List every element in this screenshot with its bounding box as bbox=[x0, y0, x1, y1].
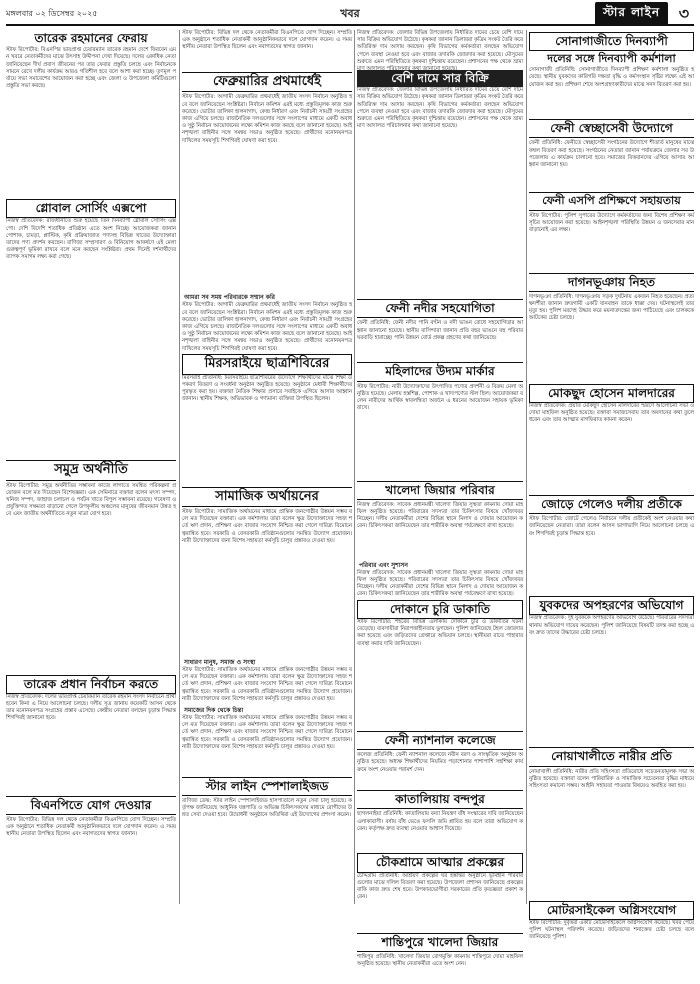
article-body: ফেনী প্রতিনিধি: ফেনীতে স্বেচ্ছাসেবী সংগঠনের উদ্যোগে শীতার্ত মানুষের মাঝে কম্বল বিতরণ করা হয়েছে। সংগঠনের নেতারা জানান পর্যায়ক্রমে জেলার সব উপজেলায় এ কার্যক্রম চালানো হবে। সমাজের বিত্তবানদের এগিয়ে আসার আহ্বান জানানো হয়। bbox=[529, 140, 694, 169]
article-body: নিজস্ব প্রতিবেদক: জেলার বিভিন্ন উপজেলায় নির্ধারিত দামের চেয়ে বেশি দামে সার বিক্রির অভিযোগ উঠেছে। কৃষকরা জানান ডিলাররা কৃত্রিম সংকট তৈরি করে অতিরিক্ত দাম আদায় করছেন। কৃষি বিভাগের কর্মকর্তারা বলছেন অভিযোগ পেলে ব্যবস্থা নেওয়া হবে এবং বাজার তদারকি জোরদার করা হয়েছে। মৌসুমের শুরুতে এমন পরিস্থিতিতে কৃষকরা দুশ্চিন্তায় রয়েছেন। প্রশাসনের পক্ষ থেকে ভ্রাম্যমাণ আদালত পরিচালনার কথা জানানো হয়েছে। bbox=[357, 87, 523, 130]
article-headline: ফেনী স্বেচ্ছাসেবী উদ্যোগে bbox=[529, 119, 694, 138]
article-body: ছাগলনাইয়া প্রতিনিধি: কাতালিয়ায় বন্যা নিয়ন্ত্রণ বাঁধ সংস্কারের দাবি জানিয়েছেন এলাকাবাসী। বর্ষায় বাঁধ ভেঙে ফসলি জমি প্লাবিত হয় বলে তারা অভিযোগ করেন। কর্তৃপক্ষ দ্রুত ব্যবস্থা নেওয়ার আশ্বাস দিয়েছে। bbox=[357, 811, 524, 832]
article bbox=[357, 362, 523, 478]
article-headline: খালেদা জিয়ার পরিবার bbox=[357, 481, 523, 500]
article bbox=[529, 901, 694, 976]
article-body: স্টাফ রিপোর্টার: সামাজিক অর্থায়নের মাধ্যমে প্রান্তিক জনগোষ্ঠীর উন্নয়ন সম্ভব বলে মত দিয়েছেন বক্তারা। এক কর্মশালায় তারা বলেন ক্ষুদ্র উদ্যোক্তাদের সহজ শর্তে ঋণ প্রদান, প্রশিক্ষণ এবং বাজার সংযোগ নিশ্চিত করা গেলে দারিদ্র্য বিমোচন ত্বরান্বিত হবে। সরকারি ও বেসরকারি প্রতিষ্ঠানগুলোর সমন্বিত উদ্যোগ প্রয়োজন। নারী উদ্যোক্তাদের জন্য বিশেষ সহায়তা কর্মসূচি চালুর প্রস্তাবও দেওয়া হয়। bbox=[182, 666, 352, 702]
article-body: স্টাফ রিপোর্টার: নারী উদ্যোক্তাদের উৎপাদিত পণ্যের প্রদর্শনী ও বিক্রয় মেলা অনুষ্ঠিত হয়েছে। মেলায় হস্তশিল্প, পোশাক ও খাদ্যপণ্যের স্টল ছিল। আয়োজকরা বলেন নারীদের আর্থিক স্বাবলম্বিতা অর্জনে এ ধরনের আয়োজন সহায়ক ভূমিকা রাখে। bbox=[357, 383, 523, 412]
article bbox=[357, 30, 523, 73]
article-headline: দোকানে চুরি ডাকাতি bbox=[357, 600, 523, 619]
article bbox=[357, 790, 523, 851]
column-3 bbox=[357, 30, 524, 967]
article-body: নিজস্ব প্রতিবেদক: রাজধানীতে শুরু হয়েছে তিন দিনব্যাপী গ্লোবাল সোর্সিং এক্সপো। দেশি বিদেশি শতাধিক প্রতিষ্ঠান এতে অংশ নিচ্ছে। আয়োজকরা জানান পোশাক, চামড়া, প্লাস্টিক, কৃষি প্রক্রিয়াজাত পণ্যসহ বিভিন্ন খাতের উদ্যোক্তারা তাদের পণ্য প্রদর্শন করছেন। বাণিজ্য সম্প্রসারণ ও বিনিয়োগ আকর্ষণে এই মেলা গুরুত্বপূর্ণ ভূমিকা রাখবে বলে মনে করছেন সংশ্লিষ্টরা। প্রথম দিনেই দর্শনার্থীদের ব্যাপক সমাগম লক্ষ্য করা গেছে। bbox=[6, 218, 176, 261]
article-subhead: আমরা সব সময় পরিবারকে সম্মান করি bbox=[184, 294, 275, 302]
article-body: স্টাফ রিপোর্টার: আগামী ফেব্রুয়ারির প্রথমার্ধেই জাতীয় সংসদ নির্বাচন অনুষ্ঠিত হবে বলে জানিয়েছেন সংশ্লিষ্টরা। নির্বাচন কমিশন এরই মধ্যে প্রস্তুতিমূলক কাজ শুরু করেছে। ভোটার তালিকা হালনাগাদ, কেন্দ্র নির্ধারণ এবং নির্বাচনী সামগ্রী সংগ্রহের কাজ এগিয়ে চলছে। রাজনৈতিক দলগুলোর সঙ্গে সংলাপের মাধ্যমে একটি অবাধ ও সুষ্ঠু নির্বাচন আয়োজনের লক্ষ্যে কমিশন কাজ করছে বলে জানানো হয়েছে। আইনশৃঙ্খলা বাহিনীর সঙ্গে সমন্বয় সভাও অনুষ্ঠিত হয়েছে। প্রার্থীদের মনোনয়নপত্র দাখিলের সময়সূচি শিগগিরই ঘোষণা করা হবে। bbox=[182, 94, 352, 144]
article bbox=[529, 273, 694, 382]
article bbox=[6, 199, 176, 458]
article-headline: সমুদ্র অর্থনীতি bbox=[6, 460, 176, 480]
article-headline: সামাজিক অর্থায়নের bbox=[182, 487, 352, 507]
article-body: সোনাগাজী প্রতিনিধি: সোনাগাজীতে দিনব্যাপী প্রশিক্ষণ কর্মশালা অনুষ্ঠিত হয়েছে। স্থানীয় যুবকদের কারিগরি দক্ষতা বৃদ্ধি ও কর্মসংস্থান সৃষ্টির লক্ষ্যে এই আয়োজন করা হয়। প্রশিক্ষণ শেষে অংশগ্রহণকারীদের মাঝে সনদ বিতরণ করা হয়। bbox=[529, 67, 694, 88]
article bbox=[529, 747, 694, 898]
article-body: স্টাফ রিপোর্টার: শহরের বিভিন্ন এলাকায় দোকানে চুরি ও ডাকাতির ঘটনা বেড়েছে। ব্যবসায়ীরা নিরাপত্তাহীনতায় ভুগছেন। পুলিশ জানিয়েছে টহল জোরদার করা হয়েছে এবং জড়িতদের গ্রেপ্তারে অভিযান চলছে। স্থানীয়রা রাতে পাহারার ব্যবস্থা করার দাবি জানিয়েছেন। bbox=[357, 618, 523, 647]
article bbox=[6, 675, 176, 794]
article-headline: ফেব্রুয়ারির প্রথমার্ধেই bbox=[182, 72, 352, 92]
article bbox=[357, 299, 523, 360]
article-body: নিজস্ব প্রতিবেদক: দুই যুবককে অপহরণের অভিযোগ উঠেছে। পরিবারের সদস্যরা থানায় অভিযোগ দায়ের করেছেন। পুলিশ জানিয়েছে বিষয়টি তদন্ত করা হচ্ছে এবং দ্রুত তাদের উদ্ধারের চেষ্টা চলছে। bbox=[529, 615, 694, 636]
article-body: নিজস্ব প্রতিবেদক: প্রয়াত মোকছুদ হোসেন মালদারের স্মরণে আলোচনা সভা ও দোয়া মাহফিল অনুষ্ঠিত হয়েছে। বক্তারা সমাজসেবায় তার অবদানের কথা তুলে ধরেন এবং তার আত্মার মাগফিরাত কামনা করেন। bbox=[529, 402, 694, 424]
article-headline: নোয়াখালীতে নারীর প্রতি bbox=[529, 747, 694, 766]
article bbox=[6, 30, 176, 197]
article-body: স্টাফ রিপোর্টার: আগামী ফেব্রুয়ারির প্রথমার্ধেই জাতীয় সংসদ নির্বাচন অনুষ্ঠিত হবে বলে জানিয়েছেন সংশ্লিষ্টরা। নির্বাচন কমিশন এরই মধ্যে প্রস্তুতিমূলক কাজ শুরু করেছে। ভোটার তালিকা হালনাগাদ, কেন্দ্র নির্ধারণ এবং নির্বাচনী সামগ্রী সংগ্রহের কাজ এগিয়ে চলছে। রাজনৈতিক দলগুলোর সঙ্গে সংলাপের মাধ্যমে একটি অবাধ ও সুষ্ঠু নির্বাচন আয়োজনের লক্ষ্যে কমিশন কাজ করছে বলে জানানো হয়েছে। আইনশৃঙ্খলা বাহিনীর সঙ্গে সমন্বয় সভাও অনুষ্ঠিত হয়েছে। প্রার্থীদের মনোনয়নপত্র দাখিলের সময়সূচি শিগগিরই ঘোষণা করা হবে। bbox=[182, 302, 352, 352]
article bbox=[529, 384, 694, 493]
article bbox=[6, 796, 176, 937]
article bbox=[182, 30, 352, 70]
article-headline: তারেক রহমানের ফেরায় bbox=[34, 31, 148, 45]
article bbox=[182, 354, 352, 484]
article-body: নিজস্ব প্রতিবেদক: দলের ভারপ্রাপ্ত চেয়ারম্যান তারেক রহমান সংসদ নির্বাচনে প্রার্থী হবেন কিনা এ নিয়ে আলোচনা চলছে। দলীয় সূত্র জানায় কয়েকটি আসন থেকে তার মনোনয়নপত্র সংগ্রহের প্রস্তাব এসেছে। কেন্দ্রীয় নেতারা বলছেন চূড়ান্ত সিদ্ধান্ত শিগগিরই জানানো হবে। bbox=[6, 693, 176, 722]
article-headline: ফেনী নদীর সহযোগিতা bbox=[357, 299, 523, 318]
newspaper-logo: স্টার লাইন bbox=[595, 2, 668, 26]
article bbox=[529, 495, 694, 594]
article bbox=[182, 777, 352, 858]
article bbox=[529, 119, 694, 190]
article-subhead: সাধারণ মানুষ, সমাজ ও সংস্থা bbox=[184, 658, 256, 666]
article-headline: ফেনী এসপি প্রশিক্ষণে সহায়তায় bbox=[529, 192, 694, 210]
article-headline: গ্লোবাল সোর্সিং এক্সপো bbox=[6, 199, 176, 218]
article-headline: কাতালিয়ায় বন্দপুর bbox=[357, 790, 523, 809]
article bbox=[529, 192, 694, 270]
issue-date: মঙ্গলবার ০২ ডিসেম্বর ২০২৫ bbox=[6, 8, 98, 18]
article-headline: যুবকদের অপহরণের অভিযোগ bbox=[529, 596, 694, 615]
column-divider bbox=[526, 30, 527, 904]
article-body: স্টাফ রিপোর্টার: পুলিশ সুপারের উদ্যোগে কর্মকর্তাদের জন্য বিশেষ প্রশিক্ষণ কর্মসূচির আয়োজন করা হয়েছে। আইনশৃঙ্খলা পরিস্থিতি উন্নয়ন ও জনসেবার মান বাড়ানোই এর লক্ষ্য। bbox=[529, 212, 694, 233]
article bbox=[357, 70, 523, 297]
article-subhead: সমাজের দিক থেকে চিন্তা bbox=[184, 706, 244, 714]
article-headline: বিএনপিতে যোগ দেওয়ার bbox=[6, 796, 176, 815]
article-subhead: পরিবার এবং সুশাসন bbox=[359, 561, 408, 569]
article-headline: মহিলাদের উদ্যম মার্কার bbox=[357, 362, 523, 381]
article-headline: মোকছুদ হোসেন মালদারের bbox=[529, 384, 694, 403]
section-name: খবর bbox=[340, 6, 360, 20]
article-headline: দলের সঙ্গে দিনব্যাপী কর্মশালা bbox=[547, 52, 676, 66]
article bbox=[529, 596, 694, 745]
article bbox=[357, 600, 523, 729]
article-headline: জোড়ে গেলেও দলীয় প্রতীকে bbox=[529, 495, 694, 514]
article-body: স্টাফ রিপোর্টার: বিভিন্ন দল থেকে নেতাকর্মীরা বিএনপিতে যোগ দিচ্ছেন। সম্প্রতি এক অনুষ্ঠানে শতাধিক নেতাকর্মী আনুষ্ঠানিকভাবে দলে যোগদান করেন। এ সময় স্থানীয় নেতারা উপস্থিত ছিলেন এবং নবাগতদের স্বাগত জানান। bbox=[182, 30, 352, 51]
column-1 bbox=[6, 30, 176, 906]
article-headline: দাগনভূঞায় নিহত bbox=[529, 273, 694, 292]
article-body: মিরসরাই প্রতিনিধি: মিরসরাইয়ে ছাত্রশিবিরের উদ্যোগে শিক্ষার্থীদের মাঝে শিক্ষা উপকরণ বিতরণ ও সংবর্ধনা অনুষ্ঠান অনুষ্ঠিত হয়েছে। অনুষ্ঠানে মেধাবী শিক্ষার্থীদের পুরস্কৃত করা হয়। বক্তারা নৈতিক শিক্ষার প্রসারে সবাইকে এগিয়ে আসার আহ্বান জানান। স্থানীয় শিক্ষক, অভিভাবক ও গণ্যমান্য ব্যক্তিরা উপস্থিত ছিলেন। bbox=[182, 374, 352, 403]
article-body: স্টাফ রিপোর্টার: বিভিন্ন দল থেকে নেতাকর্মীরা বিএনপিতে যোগ দিচ্ছেন। সম্প্রতি এক অনুষ্ঠানে শতাধিক নেতাকর্মী আনুষ্ঠানিকভাবে দলে যোগদান করেন। এ সময় স্থানীয় নেতারা উপস্থিত ছিলেন এবং নবাগতদের স্বাগত জানান। bbox=[6, 817, 176, 838]
article-body: নিজস্ব প্রতিবেদক: সাবেক প্রধানমন্ত্রী খালেদা জিয়ার সুস্থতা কামনায় দোয়া মাহফিল অনুষ্ঠিত হয়েছে। পরিবারের সদস্যরা তার চিকিৎসার বিষয়ে খোঁজখবর নিচ্ছেন। দলীয় নেতাকর্মীরা দেশের বিভিন্ন স্থানে মিলাদ ও দোয়ার আয়োজন করেন। চিকিৎসকরা জানিয়েছেন তার শারীরিক অবস্থা পর্যবেক্ষণে রাখা হয়েছে। bbox=[357, 569, 523, 598]
article-headline: তারেক প্রধান নির্বাচন করতে bbox=[6, 675, 176, 694]
article bbox=[6, 460, 176, 672]
article-body: দাগনভূঞা প্রতিনিধি: দাগনভূঞায় সড়ক দুর্ঘটনায় একজন নিহত হয়েছেন। প্রত্যক্ষদর্শীরা জানান দ্রুতগামী একটি যানবাহন তাকে ধাক্কা দেয়। ঘটনাস্থলেই তার মৃত্যু হয়। পুলিশ মরদেহ উদ্ধার করে ময়নাতদন্তের জন্য পাঠিয়েছে এবং চালককে আটকের চেষ্টা চলছে। bbox=[529, 293, 694, 322]
masthead bbox=[6, 4, 694, 26]
article-body: শান্তিপুর প্রতিনিধি: খালেদা জিয়ার রোগমুক্তি কামনায় শান্তিপুরে দোয়া মাহফিল অনুষ্ঠিত হয়েছে। স্থানীয় নেতাকর্মীরা এতে অংশ নেন। bbox=[357, 953, 523, 967]
article-headline: বেশি দামে সার বিক্রি bbox=[357, 70, 523, 87]
article bbox=[357, 481, 523, 598]
article-headline: শান্তিপুরে খালেদা জিয়ার bbox=[357, 933, 523, 952]
article-headline: স্টার লাইন স্পেশালাইজড bbox=[182, 777, 352, 796]
article bbox=[357, 731, 523, 788]
article-headline: চৌকশ্রামে আত্মার প্রকল্পের bbox=[357, 853, 523, 872]
article-body: নিজস্ব প্রতিবেদক: সাবেক প্রধানমন্ত্রী খালেদা জিয়ার সুস্থতা কামনায় দোয়া মাহফিল অনুষ্ঠিত হয়েছে। পরিবারের সদস্যরা তার চিকিৎসার বিষয়ে খোঁজখবর নিচ্ছেন। দলীয় নেতাকর্মীরা দেশের বিভিন্ন স্থানে মিলাদ ও দোয়ার আয়োজন করেন। চিকিৎসকরা জানিয়েছেন তার শারীরিক অবস্থা পর্যবেক্ষণে রাখা হয়েছে। bbox=[357, 501, 523, 530]
article-headline: সোনাগাজীতে দিনব্যাপী bbox=[529, 32, 694, 51]
article-body: বাণিজ্য ডেস্ক: স্টার লাইন স্পেশালাইজড হাসপাতালে নতুন সেবা চালু হয়েছে। কর্তৃপক্ষ জানিয়েছে আধুনিক যন্ত্রপাতি ও অভিজ্ঞ চিকিৎসকদের মাধ্যমে রোগীদের উন্নত সেবা দেওয়া হবে। উদ্বোধনী অনুষ্ঠানে অতিথিরা এই উদ্যোগের প্রশংসা করেন। bbox=[182, 798, 352, 819]
article bbox=[357, 933, 523, 984]
article-headline: ফেনী ন্যাশনাল কলেজে bbox=[357, 731, 523, 750]
article-body: স্টাফ রিপোর্টার: সামাজিক অর্থায়নের মাধ্যমে প্রান্তিক জনগোষ্ঠীর উন্নয়ন সম্ভব বলে মত দিয়েছেন বক্তারা। এক কর্মশালায় তারা বলেন ক্ষুদ্র উদ্যোক্তাদের সহজ শর্তে ঋণ প্রদান, প্রশিক্ষণ এবং বাজার সংযোগ নিশ্চিত করা গেলে দারিদ্র্য বিমোচন ত্বরান্বিত হবে। সরকারি ও বেসরকারি প্রতিষ্ঠানগুলোর সমন্বিত উদ্যোগ প্রয়োজন। নারী উদ্যোক্তাদের জন্য বিশেষ সহায়তা কর্মসূচি চালুর প্রস্তাবও দেওয়া হয়। bbox=[182, 714, 352, 750]
article bbox=[357, 853, 523, 930]
article-headline: মিরসরাইয়ে ছাত্রশিবিরের bbox=[182, 354, 352, 374]
article bbox=[182, 72, 352, 352]
article-body: ফেনী প্রতিনিধি: ফেনী নদীর পানি বণ্টন ও নদী ভাঙন রোধে সহযোগিতার আহ্বান জানানো হয়েছে। স্থানীয় বাসিন্দারা জানান প্রতি বছর ভাঙনে বহু পরিবার ঘরবাড়ি হারাচ্ছে। পানি উন্নয়ন বোর্ড প্রকল্প গ্রহণের কথা জানিয়েছে। bbox=[357, 320, 523, 341]
article-body: স্টাফ রিপোর্টার: সামাজিক অর্থায়নের মাধ্যমে প্রান্তিক জনগোষ্ঠীর উন্নয়ন সম্ভব বলে মত দিয়েছেন বক্তারা। এক কর্মশালায় তারা বলেন ক্ষুদ্র উদ্যোক্তাদের সহজ শর্তে ঋণ প্রদান, প্রশিক্ষণ এবং বাজার সংযোগ নিশ্চিত করা গেলে দারিদ্র্য বিমোচন ত্বরান্বিত হবে। সরকারি ও বেসরকারি প্রতিষ্ঠানগুলোর সমন্বিত উদ্যোগ প্রয়োজন। নারী উদ্যোক্তাদের জন্য বিশেষ সহায়তা কর্মসূচি চালুর প্রস্তাবও দেওয়া হয়। bbox=[182, 508, 352, 544]
column-divider bbox=[179, 30, 180, 904]
article bbox=[182, 487, 352, 775]
article-body: চৌদ্দগ্রাম প্রতিনিধি: আশ্রয়ণ প্রকল্পের ঘর হস্তান্তর অনুষ্ঠানে ভূমিহীন পরিবারগুলোর মাঝে দলিল বিতরণ করা হয়েছে। উপজেলা প্রশাসন জানিয়েছে প্রকল্পের বাকি কাজ দ্রুত শেষ হবে। উপকারভোগীরা সরকারের প্রতি কৃতজ্ঞতা প্রকাশ করেন। bbox=[357, 872, 523, 901]
page-number: ৩ bbox=[678, 3, 690, 23]
article-body: স্টাফ রিপোর্টার: বিএনপির ভারপ্রাপ্ত চেয়ারম্যান তারেক রহমান দেশে ফিরবেন এমন খবরে নেতাকর্মীদের মাঝে উৎসাহ উদ্দীপনা দেখা দিয়েছে। দলের একাধিক নেতা জানিয়েছেন দীর্ঘ প্রবাস জীবনের পর তার ফেরার প্রস্তুতি চলছে এবং নির্বাচনকে সামনে রেখে দলীয় কার্যক্রম আরও গতিশীল হবে বলে আশা করা হচ্ছে। তৃণমূল পর্যায়ে সভা সমাবেশের আয়োজন করা হচ্ছে এবং জেলা ও উপজেলা কমিটিগুলো প্রস্তুতি সভা করছে। bbox=[6, 47, 176, 90]
article-body: স্টাফ রিপোর্টার: জোটে গেলেও নির্বাচনে দলীয় প্রতীকেই অংশ নেওয়ার কথা জানিয়েছেন নেতারা। তারা বলেন আসন ভাগাভাগি নিয়ে আলোচনা চলছে এবং শিগগিরই চূড়ান্ত সিদ্ধান্ত হবে। bbox=[529, 516, 694, 537]
article-body: নোয়াখালী প্রতিনিধি: নারীর প্রতি সহিংসতা প্রতিরোধে সচেতনতামূলক সভা অনুষ্ঠিত হয়েছে। বক্তারা বলেন পারিবারিক ও সামাজিক সচেতনতা বৃদ্ধির মাধ্যমে সহিংসতা কমানো সম্ভব। আইনি সহায়তা পাওয়ার বিষয়েও অবহিত করা হয়। bbox=[529, 768, 694, 789]
article-body: স্টাফ রিপোর্টার: দুর্বৃত্তরা একটি মোটরসাইকেলে অগ্নিসংযোগ করেছে। খবর পেয়ে পুলিশ ঘটনাস্থল পরিদর্শন করেছে। জড়িতদের শনাক্তের চেষ্টা চলছে বলে জানিয়েছে পুলিশ। bbox=[529, 919, 694, 941]
column-4 bbox=[529, 30, 694, 941]
article-headline: মোটরসাইকেল অগ্নিসংযোগ bbox=[529, 901, 694, 920]
article-body: স্টাফ রিপোর্টার: সমুদ্র অর্থনীতির সম্ভাবনা কাজে লাগাতে সমন্বিত পরিকল্পনা প্রয়োজন বলে মত দিয়েছেন বিশেষজ্ঞরা। এক সেমিনারে বক্তারা বলেন মৎস্য সম্পদ, খনিজ সম্পদ, জাহাজ চলাচল ও পর্যটন খাতে বিপুল সম্ভাবনা রয়েছে। গবেষণা ও প্রযুক্তিগত সক্ষমতা বাড়ানো গেলে উপকূলীয় অঞ্চলের মানুষের জীবনমান উন্নত হবে এবং জাতীয় অর্থনীতিতে নতুন মাত্রা যোগ হবে। bbox=[6, 482, 176, 518]
article bbox=[529, 32, 694, 117]
column-2 bbox=[182, 30, 352, 906]
article-body: নিজস্ব প্রতিবেদক: জেলার বিভিন্ন উপজেলায় নির্ধারিত দামের চেয়ে বেশি দামে সার বিক্রির অভিযোগ উঠেছে। কৃষকরা জানান ডিলাররা কৃত্রিম সংকট তৈরি করে অতিরিক্ত দাম আদায় করছেন। কৃষি বিভাগের কর্মকর্তারা বলছেন অভিযোগ পেলে ব্যবস্থা নেওয়া হবে এবং বাজার তদারকি জোরদার করা হয়েছে। মৌসুমের শুরুতে এমন পরিস্থিতিতে কৃষকরা দুশ্চিন্তায় রয়েছেন। প্রশাসনের পক্ষ থেকে ভ্রাম্যমাণ আদালত পরিচালনার কথা জানানো হয়েছে। bbox=[357, 30, 523, 73]
column-divider bbox=[354, 30, 355, 904]
article-body: কলেজ প্রতিনিধি: ফেনী ন্যাশনাল কলেজে নবীন বরণ ও সাংস্কৃতিক অনুষ্ঠান অনুষ্ঠিত হয়েছে। অধ্যক্ষ শিক্ষার্থীদের নিয়মিত পড়াশোনার পাশাপাশি সহশিক্ষা কার্যক্রমে অংশ নেওয়ার পরামর্শ দেন। bbox=[357, 752, 523, 773]
